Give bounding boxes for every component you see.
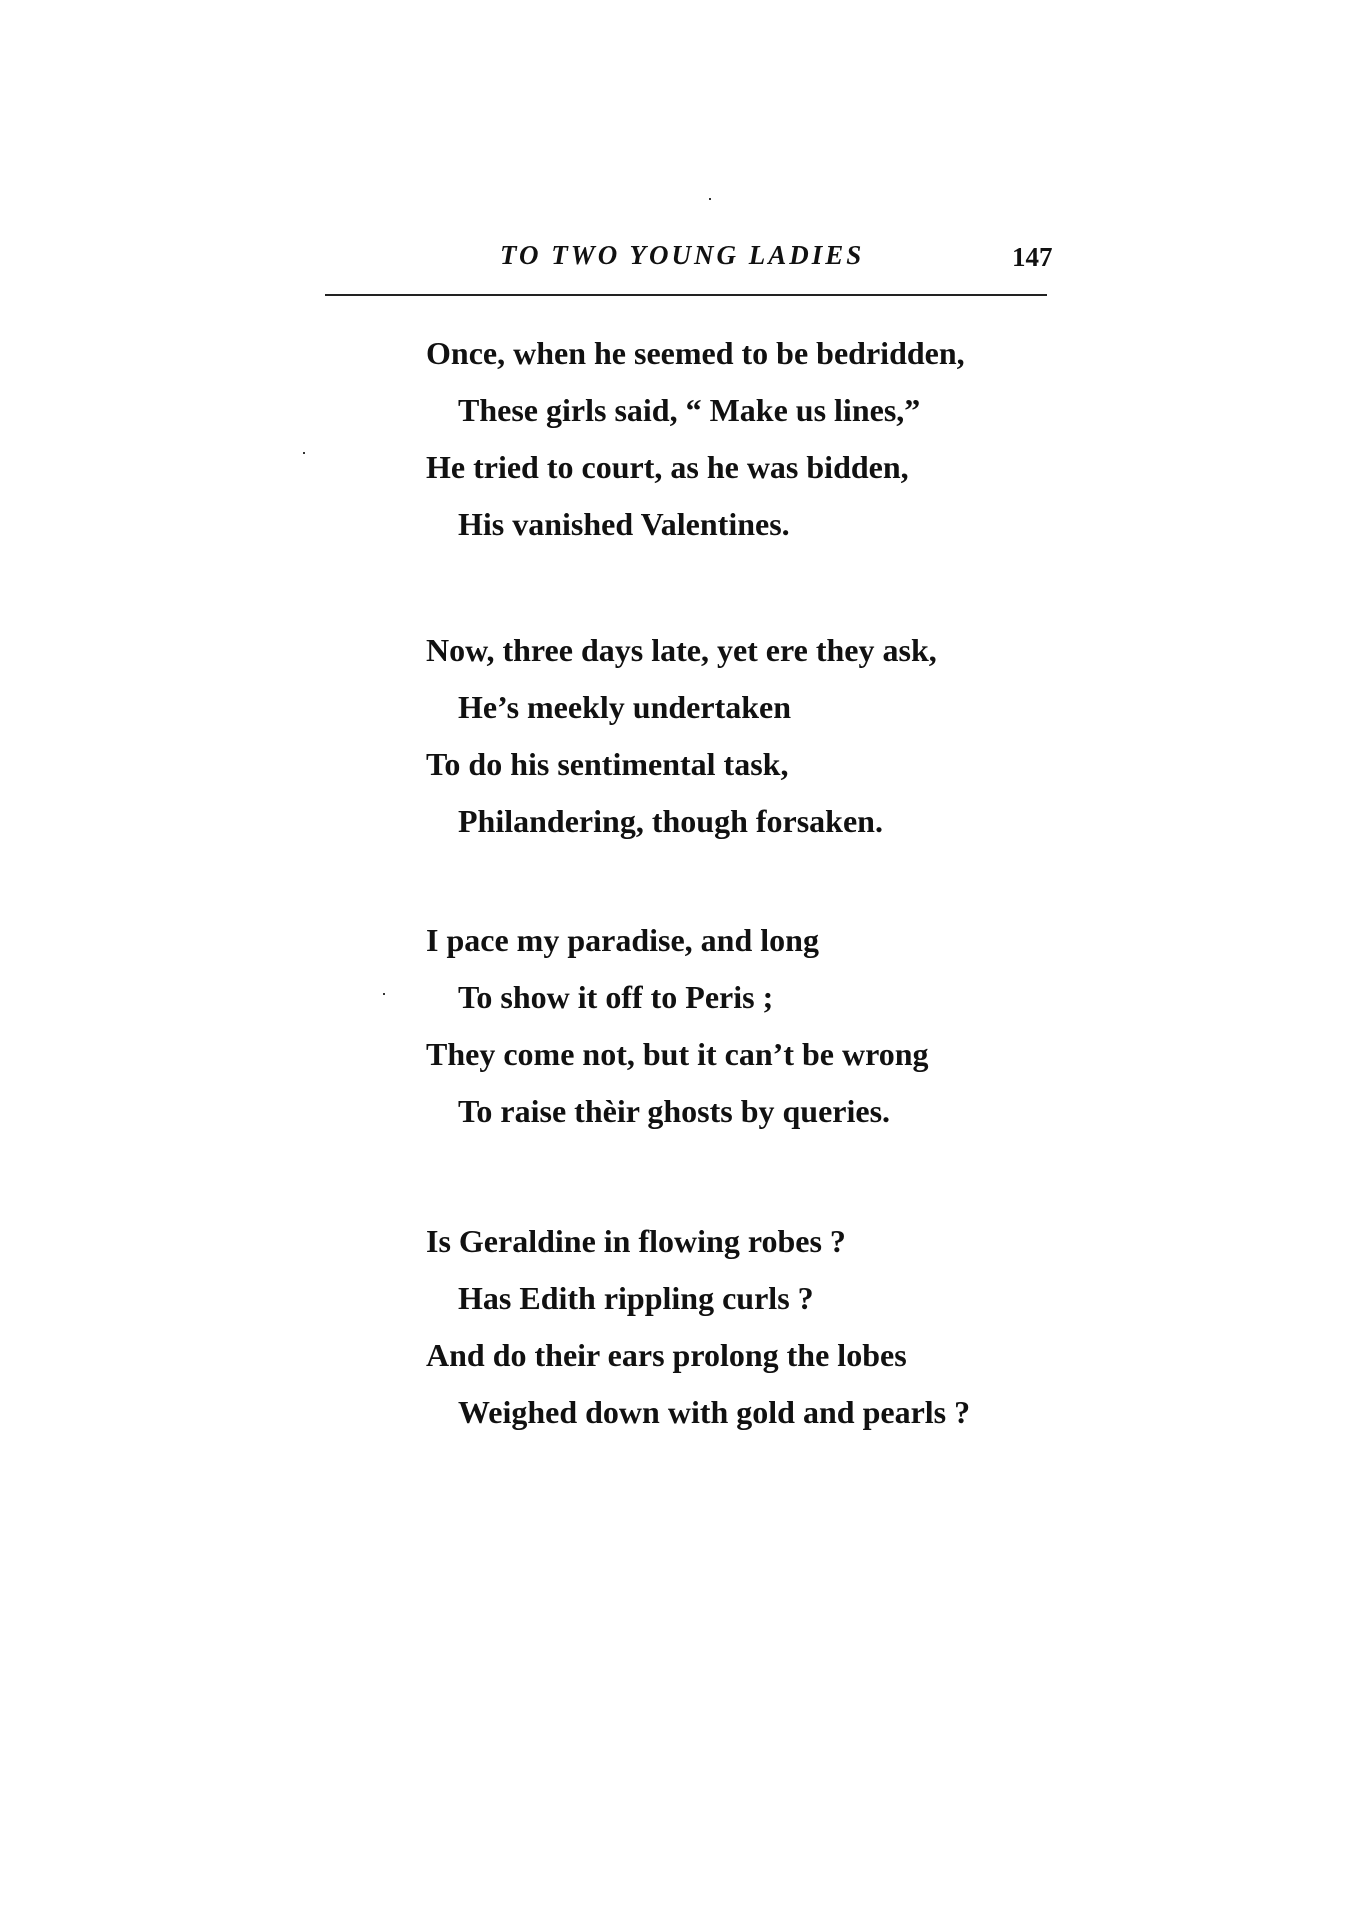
verse-line: Weighed down with gold and pearls ? xyxy=(458,1394,971,1430)
verse-line: Philandering, though forsaken. xyxy=(458,803,883,839)
verse-line: He’s meekly undertaken xyxy=(458,689,792,725)
verse-line: His vanished Valentines. xyxy=(458,506,790,542)
verse-line: Once, when he seemed to be bedridden, xyxy=(426,335,965,371)
verse-line: Is Geraldine in flowing robes ? xyxy=(426,1223,846,1259)
stanza-4 xyxy=(426,1213,970,1441)
verse-line: Has Edith rippling curls ? xyxy=(458,1280,814,1316)
verse-line: To do his sentimental task, xyxy=(426,746,789,782)
verse-line: I pace my paradise, and long xyxy=(426,922,819,958)
ink-speck xyxy=(709,198,711,200)
verse-line: He tried to court, as he was bidden, xyxy=(426,449,909,485)
header-rule xyxy=(325,294,1047,296)
stanza-2 xyxy=(426,622,937,850)
verse-line: They come not, but it can’t be wrong xyxy=(426,1036,929,1072)
verse-line: And do their ears prolong the lobes xyxy=(426,1337,907,1373)
ink-speck xyxy=(383,993,385,995)
page-number: 147 xyxy=(1012,242,1053,272)
verse-line: To show it off to Peris ; xyxy=(458,979,774,1015)
verse-line: These girls said, “ Make us lines,” xyxy=(458,392,921,428)
stanza-1 xyxy=(426,325,965,553)
ink-speck xyxy=(303,452,305,454)
verse-line: Now, three days late, yet ere they ask, xyxy=(426,632,937,668)
stanza-3 xyxy=(426,912,929,1140)
running-header-title: TO TWO YOUNG LADIES xyxy=(500,240,865,270)
verse-line: To raise thèir ghosts by queries. xyxy=(458,1093,891,1129)
